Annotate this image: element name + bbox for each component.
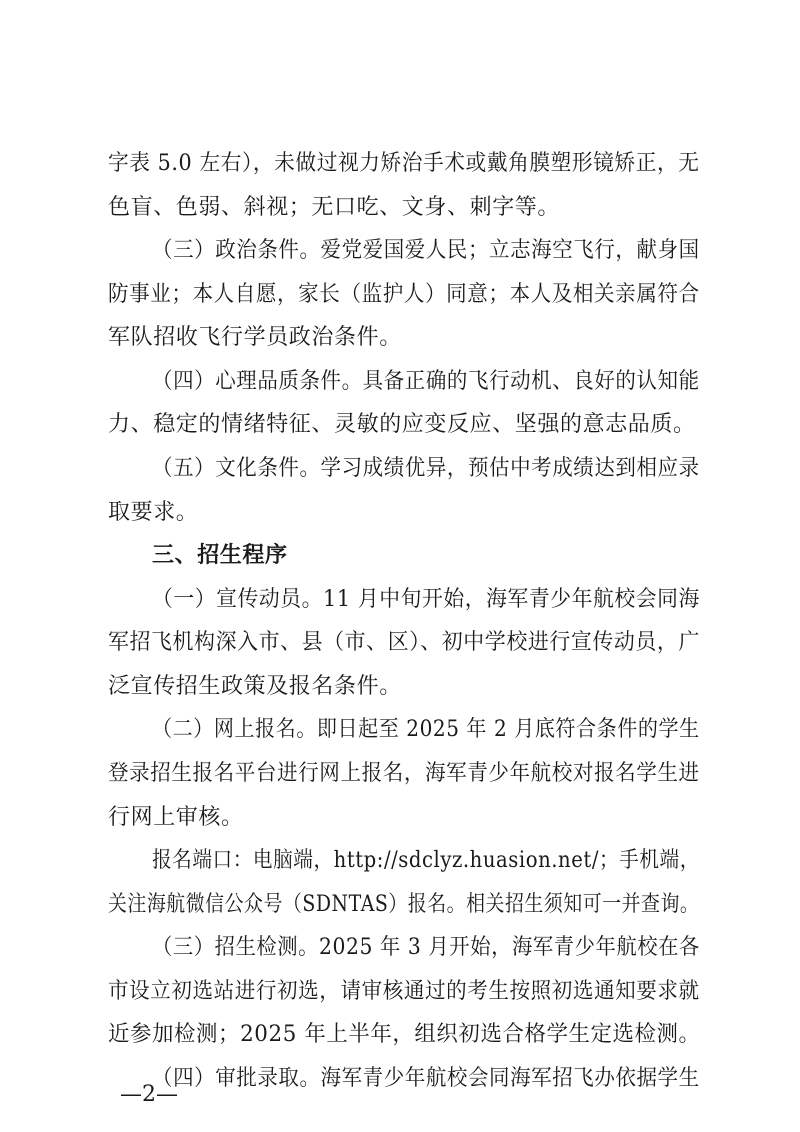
body-text-line: 行网上审核。: [108, 805, 244, 830]
body-text-line: 报名端口：电脑端，http://sdclyz.huasion.net/；手机端，: [152, 848, 700, 873]
body-text-line: （三）招生检测。2025 年 3 月开始，海军青少年航校在各: [152, 935, 700, 960]
body-text-line: （四）心理品质条件。具备正确的飞行动机、良好的认知能: [152, 369, 700, 394]
body-text-line: 市设立初选站进行初选，请审核通过的考生按照初选通知要求就: [108, 979, 700, 1004]
body-text-line: 色盲、色弱、斜视；无口吃、文身、刺字等。: [108, 195, 561, 220]
page-number: —2—: [120, 1082, 178, 1107]
body-text-line: 取要求。: [108, 500, 199, 525]
body-text-line: （一）宣传动员。11 月中旬开始，海军青少年航校会同海: [152, 587, 700, 612]
body-text-line: （五）文化条件。学习成绩优异，预估中考成绩达到相应录: [152, 456, 700, 481]
body-text-line: 军招飞机构深入市、县（市、区）、初中学校进行宣传动员，广: [108, 630, 700, 655]
body-text-line: 字表 5.0 左右），未做过视力矫治手术或戴角膜塑形镜矫正，无: [108, 151, 700, 176]
body-text-line: 军队招收飞行学员政治条件。: [108, 325, 402, 350]
body-text-line: 力、稳定的情绪特征、灵敏的应变反应、坚强的意志品质。: [108, 412, 696, 437]
body-text-line: （三）政治条件。爱党爱国爱人民；立志海空飞行，献身国: [152, 238, 700, 263]
body-text-line: 泛宣传招生政策及报名条件。: [108, 674, 402, 699]
body-text-line: 近参加检测；2025 年上半年，组织初选合格学生定选检测。: [108, 1022, 701, 1047]
section-heading: 三、招生程序: [152, 543, 288, 568]
body-text-line: 关注海航微信公众号（SDNTAS）报名。相关招生须知可一并查询。: [108, 892, 700, 917]
body-text-line: 登录招生报名平台进行网上报名，海军青少年航校对报名学生进: [108, 761, 700, 786]
body-text-line: （四）审批录取。海军青少年航校会同海军招飞办依据学生: [152, 1066, 700, 1091]
body-text-line: 防事业；本人自愿，家长（监护人）同意；本人及相关亲属符合: [108, 282, 700, 307]
body-text-line: （二）网上报名。即日起至 2025 年 2 月底符合条件的学生: [152, 717, 700, 742]
